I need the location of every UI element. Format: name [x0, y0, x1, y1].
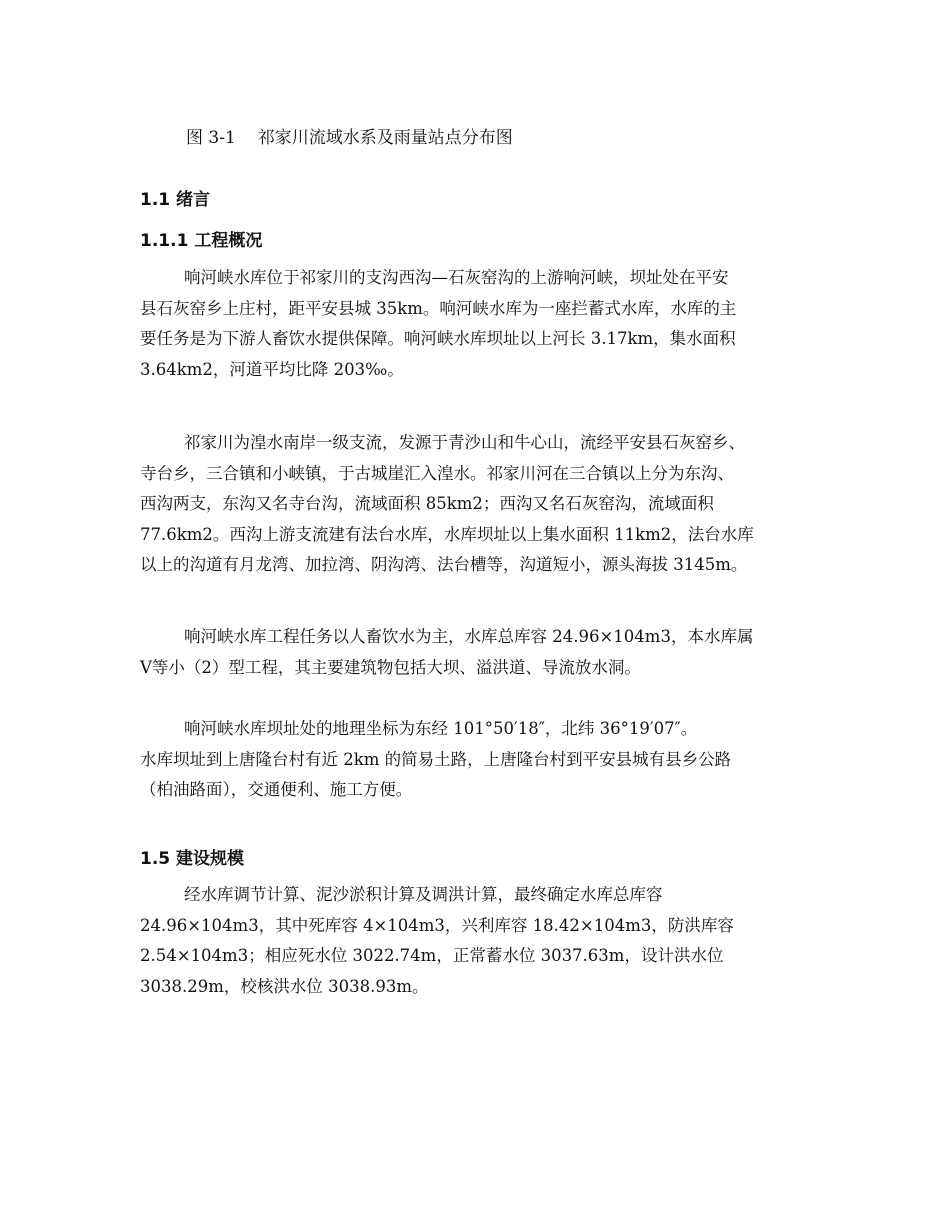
paragraph-line: 响河峡水库坝址处的地理坐标为东经 101°50′18″，北纬 36°19′07″。	[184, 719, 698, 738]
paragraph-line: 响河峡水库工程任务以人畜饮水为主，水库总库容 24.96×104m3，本水库属	[184, 627, 754, 646]
paragraph-line: （柏油路面），交通便利、施工方便。	[140, 780, 413, 799]
paragraph-project-tasks	[140, 622, 820, 683]
paragraph-river-basin	[140, 428, 820, 581]
section-heading-intro: 1.1 绪言	[140, 190, 211, 210]
paragraph-project-location	[140, 263, 820, 385]
paragraph-line: 3038.29m，校核洪水位 3038.93m。	[140, 976, 429, 996]
paragraph-line: 经水库调节计算、泥沙淤积计算及调洪计算，最终确定水库总库容	[184, 885, 663, 904]
paragraph-line: 寺台乡，三合镇和小峡镇，于古城崖汇入湟水。祁家川河在三合镇以上分为东沟、	[140, 463, 734, 483]
paragraph-line: 西沟两支，东沟又名寺台沟，流域面积 85km2；西沟又名石灰窑沟，流域面积	[140, 494, 714, 513]
paragraph-construction-scale	[140, 880, 820, 1002]
paragraph-coordinates-access	[140, 714, 820, 806]
paragraph-line: Ⅴ等小（2）型工程，其主要建筑物包括大坝、溢洪道、导流放水洞。	[140, 657, 641, 677]
paragraph-line: 2.54×104m3；相应死水位 3022.74m，正常蓄水位 3037.63m，设计洪水位	[140, 946, 724, 965]
paragraph-line: 77.6km2。西沟上游支流建有法台水库，水库坝址以上集水面积 11km2，法台水库	[140, 524, 754, 544]
paragraph-line: 24.96×104m3，其中死库容 4×104m3，兴利库容 18.42×104m3，防洪库容	[140, 915, 734, 935]
paragraph-line: 以上的沟道有月龙湾、加拉湾、阴沟湾、法台槽等，沟道短小，源头海拔 3145m。	[140, 555, 748, 574]
section-heading-scale: 1.5 建设规模	[140, 849, 245, 869]
figure-caption	[186, 126, 513, 150]
paragraph-line: 要任务是为下游人畜饮水提供保障。响河峡水库坝址以上河长 3.17km，集水面积	[140, 329, 736, 348]
paragraph-line: 水库坝址到上唐隆台村有近 2km 的简易土路，上唐隆台村到平安县城有县乡公路	[140, 749, 732, 769]
paragraph-line: 祁家川为湟水南岸一级支流，发源于青沙山和牛心山，流经平安县石灰窑乡、	[184, 433, 745, 452]
paragraph-line: 县石灰窑乡上庄村，距平安县城 35km。响河峡水库为一座拦蓄式水库，水库的主	[140, 298, 737, 318]
paragraph-line: 响河峡水库位于祁家川的支沟西沟—石灰窑沟的上游响河峡，坝址处在平安	[184, 268, 729, 287]
figure-number: 图 3-1	[186, 128, 236, 148]
paragraph-line: 3.64km2，河道平均比降 203‰。	[140, 359, 404, 379]
section-heading-overview: 1.1.1 工程概况	[140, 231, 263, 251]
figure-title: 祁家川流域水系及雨量站点分布图	[257, 128, 513, 148]
